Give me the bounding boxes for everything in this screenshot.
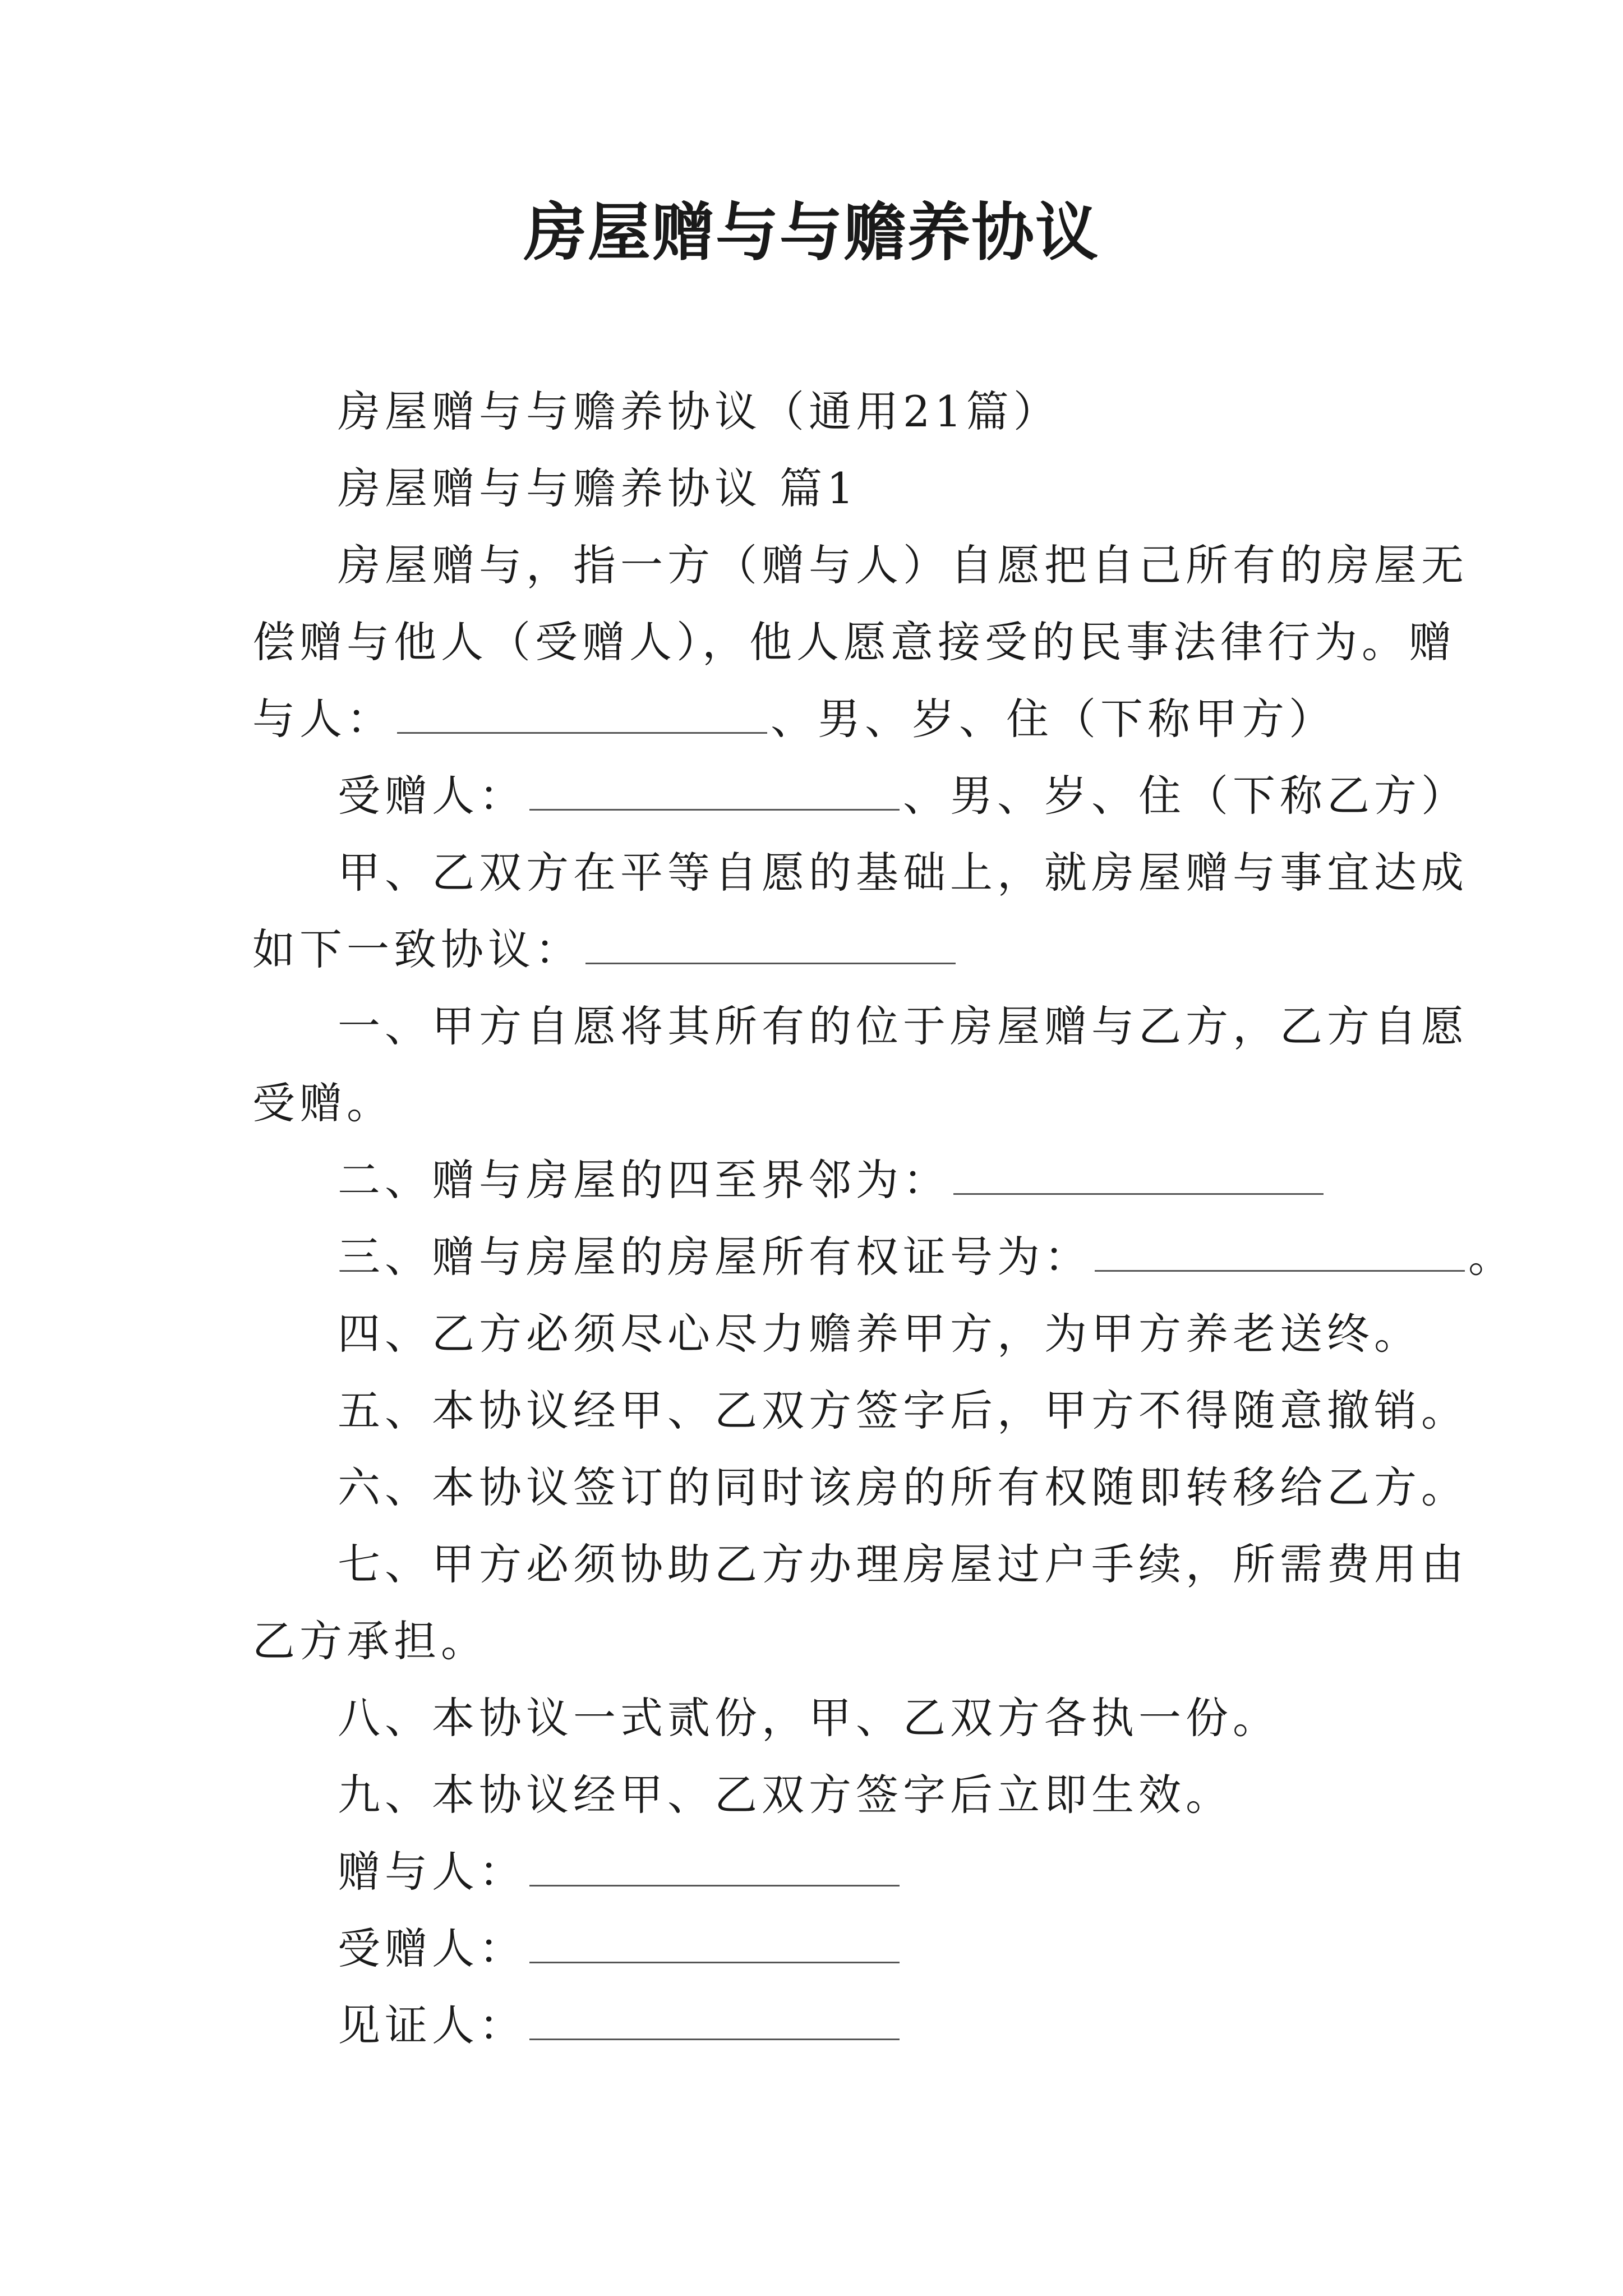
- line-text-after: 。: [1468, 1232, 1515, 1282]
- signature-blank[interactable]: [529, 1928, 900, 1963]
- line-text: 六、本协议签订的同时该房的所有权随即转移给乙方。: [338, 1462, 1468, 1512]
- document-line: [252, 1372, 1468, 1449]
- line-text: 七、甲方必须协助乙方办理房屋过户手续，所需费用由: [338, 1539, 1468, 1589]
- line-text: 赠与人：: [338, 1847, 526, 1897]
- line-text: 偿赠与他人（受赠人），他人愿意接受的民事法律行为。赠: [252, 617, 1456, 667]
- document-line: [252, 450, 1391, 527]
- document-line: [252, 1526, 1468, 1603]
- document-line: [252, 373, 1391, 450]
- document-line: [252, 1218, 1515, 1295]
- document-line: [252, 1603, 1391, 1680]
- document-line: [252, 604, 1456, 680]
- document-line: [252, 527, 1468, 604]
- fill-in-blank[interactable]: [529, 775, 900, 811]
- document-line: [252, 1065, 1391, 1142]
- line-text: 房屋赠与，指一方（赠与人）自愿把自己所有的房屋无: [338, 540, 1468, 590]
- signature-blank[interactable]: [529, 2005, 900, 2040]
- document-line: [252, 757, 1468, 834]
- line-text-after: 、男、岁、住（下称甲方）: [771, 694, 1336, 744]
- fill-in-blank[interactable]: [585, 929, 956, 964]
- line-text: 二、赠与房屋的四至界邻为：: [338, 1155, 950, 1205]
- line-text: 如下一致协议：: [252, 924, 582, 974]
- signature-line-witness: [252, 1987, 1391, 2064]
- document-line: [252, 1295, 1421, 1372]
- document-line: [252, 988, 1468, 1065]
- signature-line-donor: [252, 1833, 1391, 1910]
- line-text: 甲、乙双方在平等自愿的基础上，就房屋赠与事宜达成: [338, 848, 1468, 898]
- document-line: [252, 680, 1391, 757]
- fill-in-blank[interactable]: [953, 1159, 1324, 1195]
- document-line: [252, 1142, 1391, 1218]
- line-text: 见证人：: [338, 2000, 526, 2050]
- document-line: [252, 1756, 1391, 1833]
- fill-in-blank[interactable]: [397, 698, 767, 734]
- document-line: [252, 911, 1391, 988]
- document-body: [252, 373, 1515, 2064]
- signature-blank[interactable]: [529, 1851, 900, 1887]
- line-text-after: 、男、岁、住（下称乙方）: [903, 771, 1468, 821]
- signature-line-recipient: [252, 1910, 1391, 1987]
- document-title: 房屋赠与与赡养协议: [524, 196, 1099, 269]
- fill-in-blank[interactable]: [1095, 1236, 1465, 1272]
- line-text: 乙方承担。: [252, 1616, 488, 1666]
- line-text: 五、本协议经甲、乙双方签字后，甲方不得随意撤销。: [338, 1386, 1468, 1435]
- document-line: [252, 1449, 1468, 1526]
- line-text: 房屋赠与与赡养协议（通用21篇）: [338, 386, 1061, 436]
- line-text: 与人：: [252, 694, 394, 744]
- line-text: 受赠人：: [338, 771, 526, 821]
- document-line: [252, 834, 1468, 911]
- line-text: 四、乙方必须尽心尽力赡养甲方，为甲方养老送终。: [338, 1309, 1421, 1359]
- line-text: 受赠人：: [338, 1924, 526, 1973]
- line-text: 三、赠与房屋的房屋所有权证号为：: [338, 1232, 1091, 1282]
- line-text: 一、甲方自愿将其所有的位于房屋赠与乙方，乙方自愿: [338, 1001, 1468, 1051]
- line-text: 受赠。: [252, 1078, 394, 1128]
- line-text: 九、本协议经甲、乙双方签字后立即生效。: [338, 1770, 1233, 1820]
- line-text: 房屋赠与与赡养协议 篇1: [338, 463, 859, 513]
- document-line: [252, 1680, 1391, 1756]
- line-text: 八、本协议一式贰份，甲、乙双方各执一份。: [338, 1693, 1280, 1743]
